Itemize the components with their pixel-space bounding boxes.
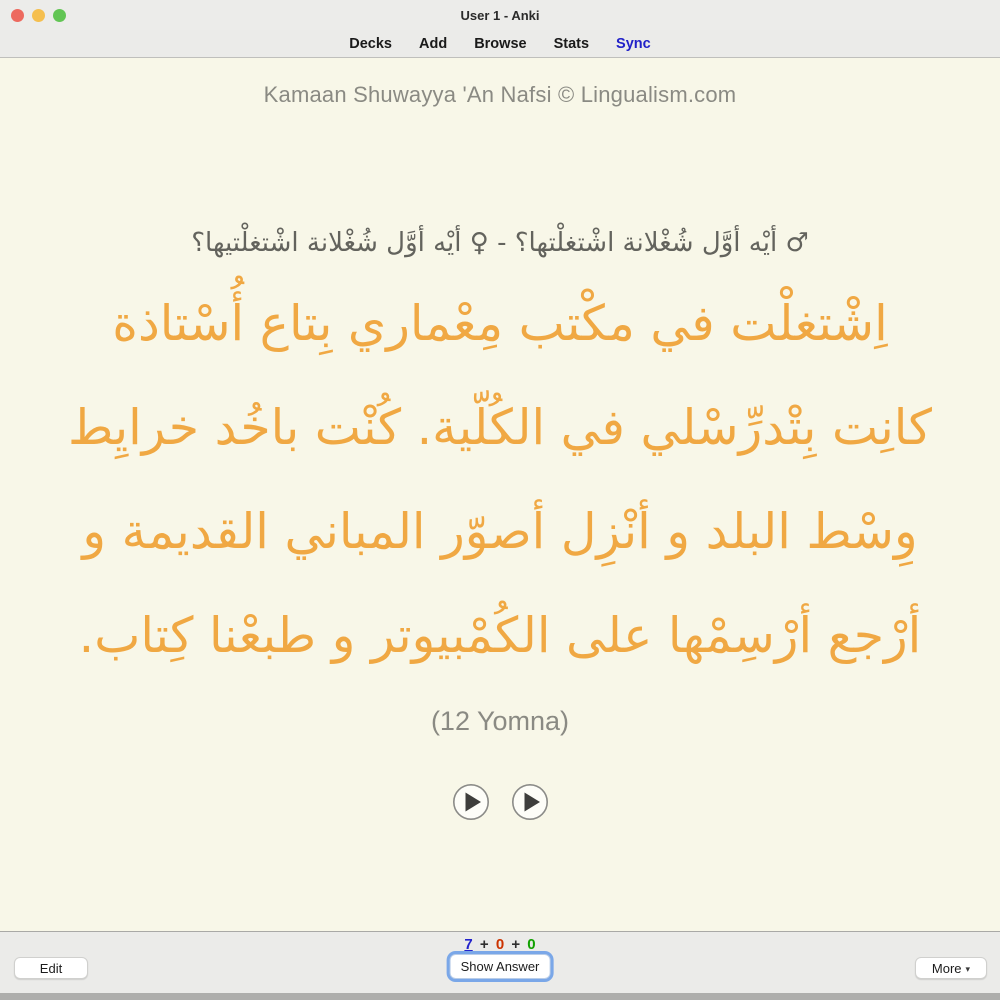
window-bottom-edge <box>0 993 1000 1000</box>
toolbar-stats[interactable]: Stats <box>553 35 590 52</box>
play-audio-button-1[interactable] <box>452 783 490 821</box>
play-audio-button-2[interactable] <box>511 783 549 821</box>
dropdown-arrow-icon: ▾ <box>965 963 971 974</box>
edit-button[interactable]: Edit <box>14 957 88 979</box>
answer-text <box>68 272 932 688</box>
plus-separator: + <box>479 936 489 953</box>
new-count: 7 <box>464 936 473 953</box>
toolbar-sync[interactable]: Sync <box>616 35 651 52</box>
audio-controls <box>452 783 549 821</box>
question-text: ♂ أيْه أوَّل شُغْلانة اشْتغلْتها؟ - ♀ أيْه أوَّل شُغْلانة اشْتغلْتيها؟ <box>191 228 809 258</box>
close-window-icon[interactable] <box>11 9 24 22</box>
answer-line: كانِت بِتْدرِّسْلي في الكُلّية. كُنْت باخُد خرايِط <box>67 399 932 456</box>
zoom-window-icon[interactable] <box>53 9 66 22</box>
answer-line: أرْجع أرْسِمْها على الكُمْبيوتر و طبعْنا كِتاب. <box>78 607 922 664</box>
plus-separator: + <box>511 936 521 953</box>
learning-count: 0 <box>495 936 505 953</box>
toolbar-browse[interactable]: Browse <box>474 35 527 52</box>
action-buttons <box>0 954 1000 984</box>
more-button-label: More <box>931 960 962 976</box>
titlebar <box>0 0 1000 30</box>
more-button[interactable] <box>915 957 987 979</box>
card-counts <box>0 932 1000 953</box>
card-area <box>0 58 1000 931</box>
play-icon <box>511 809 549 824</box>
review-count: 0 <box>527 936 536 953</box>
window-title: User 1 - Anki <box>460 7 540 23</box>
main-toolbar <box>0 30 1000 58</box>
attribution-text: (12 Yomna) <box>430 706 570 736</box>
minimize-window-icon[interactable] <box>32 9 45 22</box>
window-controls <box>11 0 66 30</box>
bottom-bar <box>0 931 1000 993</box>
toolbar-add[interactable]: Add <box>419 35 448 52</box>
show-answer-button[interactable]: Show Answer <box>450 954 551 979</box>
toolbar-decks[interactable]: Decks <box>349 35 392 52</box>
play-icon <box>452 809 490 824</box>
answer-line: وِسْط البلد و أنْزِل أصوّر المباني القديمة و <box>82 503 918 560</box>
answer-line: اِشْتغلْت في مكْتب مِعْماري بِتاع أُسْتاذة <box>112 295 888 352</box>
deck-header: Kamaan Shuwayya 'An Nafsi © Lingualism.com <box>263 82 737 107</box>
